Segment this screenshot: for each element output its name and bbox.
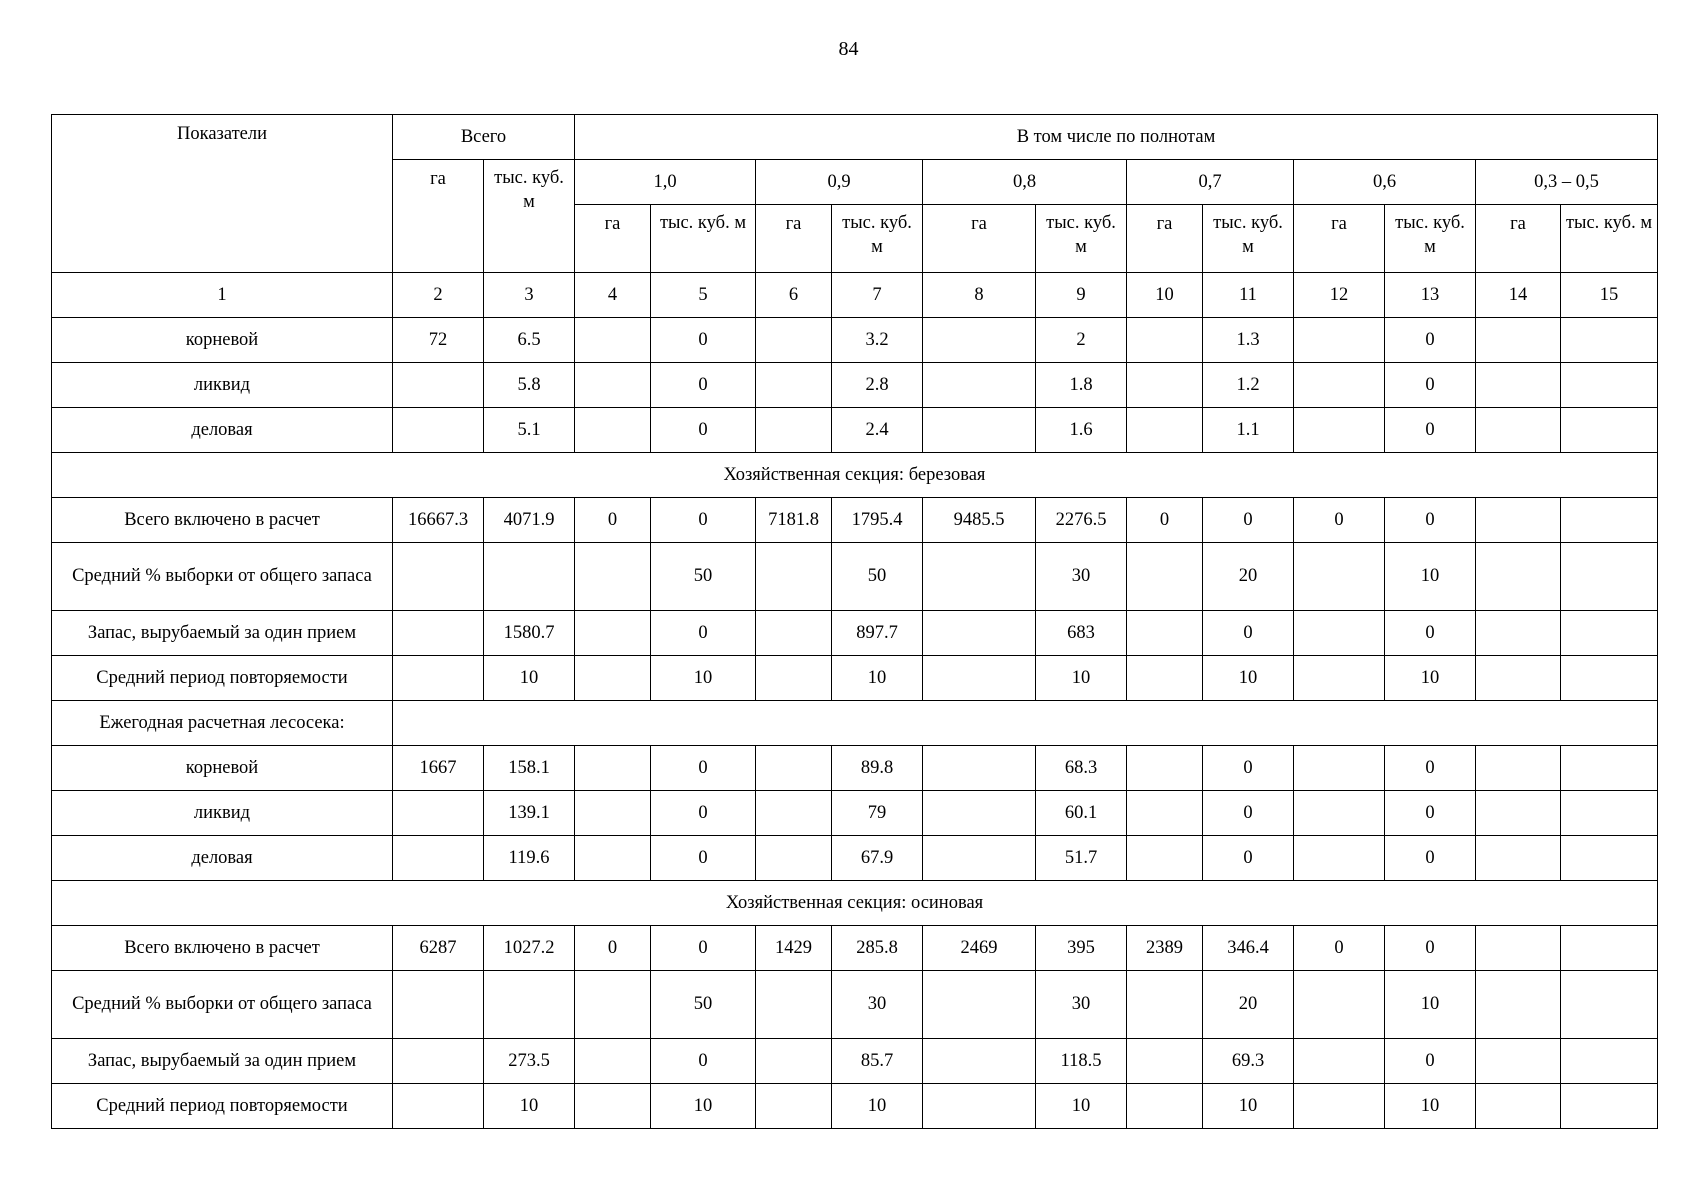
table-cell: [756, 791, 832, 836]
table-cell: 0: [1385, 408, 1476, 453]
table-cell: [1476, 498, 1561, 543]
table-cell: 0: [651, 926, 756, 971]
row-label: Всего включено в расчет: [52, 926, 393, 971]
table-cell: 79: [832, 791, 923, 836]
table-cell: 30: [1036, 971, 1127, 1039]
table-cell: [756, 408, 832, 453]
row-label: деловая: [52, 836, 393, 881]
table-cell: 9485.5: [923, 498, 1036, 543]
table-cell: 10: [1385, 1084, 1476, 1129]
row-label: Средний период повторяемости: [52, 1084, 393, 1129]
annual-cut-label-row: [52, 701, 1658, 746]
table-cell: 158.1: [484, 746, 575, 791]
table-cell: 0: [651, 318, 756, 363]
row-label: корневой: [52, 746, 393, 791]
row-label: корневой: [52, 318, 393, 363]
table-cell: 395: [1036, 926, 1127, 971]
table-cell: 0: [1385, 746, 1476, 791]
column-number: 13: [1385, 273, 1476, 318]
table-cell: [575, 971, 651, 1039]
table-cell: 0: [1385, 611, 1476, 656]
table-cell: 30: [1036, 543, 1127, 611]
table-cell: [756, 836, 832, 881]
table-cell: 10: [832, 1084, 923, 1129]
header-total: Всего: [393, 115, 575, 160]
section-title-row: [52, 881, 1658, 926]
table-cell: [575, 836, 651, 881]
table-cell: [575, 746, 651, 791]
table-cell: [1294, 363, 1385, 408]
table-cell: [1127, 543, 1203, 611]
table-cell: 60.1: [1036, 791, 1127, 836]
table-row: [52, 971, 1658, 1039]
table-row: [52, 318, 1658, 363]
table-cell: 50: [651, 543, 756, 611]
table-cell: [1127, 656, 1203, 701]
table-cell: 0: [1203, 791, 1294, 836]
table-row: [52, 746, 1658, 791]
table-cell: [1127, 611, 1203, 656]
header-density-1: 1,0: [575, 160, 756, 205]
table-cell: [393, 836, 484, 881]
table-cell: 50: [651, 971, 756, 1039]
table-cell: 683: [1036, 611, 1127, 656]
table-cell: 1429: [756, 926, 832, 971]
table-cell: [393, 611, 484, 656]
row-label: Средний % выборки от общего запаса: [52, 543, 393, 611]
table-cell: [575, 1084, 651, 1129]
table-cell: [1476, 611, 1561, 656]
table-cell: 2469: [923, 926, 1036, 971]
table-cell: [1561, 836, 1658, 881]
table-cell: [1561, 1039, 1658, 1084]
subheader-ha: га: [1294, 205, 1385, 273]
header-indicators: Показатели: [52, 115, 393, 273]
table-cell: [1127, 1039, 1203, 1084]
table-cell: [1294, 656, 1385, 701]
table-cell: 72: [393, 318, 484, 363]
table-cell: [1476, 408, 1561, 453]
table-cell: [393, 543, 484, 611]
table-cell: 0: [1294, 498, 1385, 543]
table-cell: 118.5: [1036, 1039, 1127, 1084]
table-cell: 2.4: [832, 408, 923, 453]
table-cell: 897.7: [832, 611, 923, 656]
subheader-ha: га: [1127, 205, 1203, 273]
table-cell: [575, 791, 651, 836]
table-cell: 10: [832, 656, 923, 701]
table-cell: [575, 656, 651, 701]
header-total-ha: га: [393, 160, 484, 273]
table-cell: [393, 1084, 484, 1129]
table-cell: 2: [1036, 318, 1127, 363]
table-cell: [1561, 926, 1658, 971]
table-cell: 89.8: [832, 746, 923, 791]
table-cell: 1027.2: [484, 926, 575, 971]
table-cell: 0: [1127, 498, 1203, 543]
column-number: 14: [1476, 273, 1561, 318]
table-cell: [923, 1084, 1036, 1129]
table-cell: 139.1: [484, 791, 575, 836]
table-cell: 0: [1203, 498, 1294, 543]
header-density-2: 0,9: [756, 160, 923, 205]
table-cell: [1294, 408, 1385, 453]
row-label: Запас, вырубаемый за один прием: [52, 611, 393, 656]
section-title-row: [52, 453, 1658, 498]
table-cell: 0: [651, 611, 756, 656]
table-row: [52, 1084, 1658, 1129]
table-cell: [1127, 1084, 1203, 1129]
row-label: ликвид: [52, 363, 393, 408]
table-cell: [1127, 836, 1203, 881]
table-cell: 1795.4: [832, 498, 923, 543]
subheader-ha: га: [756, 205, 832, 273]
table-cell: 51.7: [1036, 836, 1127, 881]
table-cell: 2389: [1127, 926, 1203, 971]
table-cell: [756, 1084, 832, 1129]
table-cell: [393, 971, 484, 1039]
table-cell: 6.5: [484, 318, 575, 363]
table-cell: [923, 408, 1036, 453]
annual-cut-label: Ежегодная расчетная лесосека:: [52, 701, 393, 746]
column-number: 12: [1294, 273, 1385, 318]
table-cell: 20: [1203, 543, 1294, 611]
table-cell: 0: [1385, 318, 1476, 363]
table-cell: [1294, 318, 1385, 363]
table-cell: [1294, 746, 1385, 791]
table-cell: [1476, 926, 1561, 971]
subheader-volume: тыс. куб. м: [651, 205, 756, 273]
table-cell: 0: [1385, 791, 1476, 836]
table-cell: [1476, 1084, 1561, 1129]
table-cell: 1.6: [1036, 408, 1127, 453]
header-density-3: 0,8: [923, 160, 1127, 205]
table-cell: 10: [1036, 1084, 1127, 1129]
table-cell: 85.7: [832, 1039, 923, 1084]
table-cell: [1294, 1039, 1385, 1084]
table-cell: [1561, 611, 1658, 656]
table-cell: 0: [651, 746, 756, 791]
table-cell: [1476, 543, 1561, 611]
table-cell: 10: [1036, 656, 1127, 701]
table-cell: [923, 318, 1036, 363]
table-cell: 3.2: [832, 318, 923, 363]
table-cell: [1127, 791, 1203, 836]
page-number: 84: [838, 38, 859, 60]
table-row: [52, 836, 1658, 881]
table-cell: [756, 656, 832, 701]
column-number: 6: [756, 273, 832, 318]
table-cell: 68.3: [1036, 746, 1127, 791]
column-number: 8: [923, 273, 1036, 318]
table-cell: 30: [832, 971, 923, 1039]
table-cell: [1476, 656, 1561, 701]
table-cell: 285.8: [832, 926, 923, 971]
table-cell: [1561, 408, 1658, 453]
table-cell: 10: [1385, 971, 1476, 1039]
table-cell: [484, 971, 575, 1039]
table-cell: [756, 363, 832, 408]
header-density-4: 0,7: [1127, 160, 1294, 205]
table-cell: [1476, 791, 1561, 836]
table-cell: [393, 656, 484, 701]
table-cell: 6287: [393, 926, 484, 971]
row-label: Запас, вырубаемый за один прием: [52, 1039, 393, 1084]
section-title: Хозяйственная секция: березовая: [52, 453, 1658, 498]
header-density-5: 0,6: [1294, 160, 1476, 205]
table-cell: [1561, 791, 1658, 836]
table-cell: [923, 611, 1036, 656]
table-cell: [393, 408, 484, 453]
column-number: 10: [1127, 273, 1203, 318]
table-cell: [1561, 971, 1658, 1039]
table-cell: 4071.9: [484, 498, 575, 543]
table-cell: 0: [1385, 1039, 1476, 1084]
table-cell: [1476, 836, 1561, 881]
table-cell: [923, 971, 1036, 1039]
column-number: 15: [1561, 273, 1658, 318]
table-cell: [484, 543, 575, 611]
table-cell: [575, 318, 651, 363]
table-cell: [1127, 408, 1203, 453]
table-cell: [575, 611, 651, 656]
table-cell: 10: [484, 1084, 575, 1129]
table-cell: 0: [1385, 363, 1476, 408]
table-row: [52, 408, 1658, 453]
table-cell: 16667.3: [393, 498, 484, 543]
table-cell: [1476, 1039, 1561, 1084]
column-number: 2: [393, 273, 484, 318]
header-by-density: В том числе по полнотам: [575, 115, 1658, 160]
subheader-volume: тыс. куб. м: [1036, 205, 1127, 273]
table-cell: 0: [1385, 498, 1476, 543]
table-cell: [1561, 1084, 1658, 1129]
table-cell: 0: [651, 836, 756, 881]
table-cell: 1.2: [1203, 363, 1294, 408]
subheader-volume: тыс. куб. м: [1561, 205, 1658, 273]
table-cell: [923, 656, 1036, 701]
table-cell: [756, 543, 832, 611]
table-cell: [756, 971, 832, 1039]
subheader-volume: тыс. куб. м: [1385, 205, 1476, 273]
table-cell: [1294, 836, 1385, 881]
table-cell: [1561, 363, 1658, 408]
table-cell: [1294, 543, 1385, 611]
table-cell: [1127, 318, 1203, 363]
column-number: 1: [52, 273, 393, 318]
column-number: 9: [1036, 273, 1127, 318]
table-cell: [923, 1039, 1036, 1084]
column-number: 7: [832, 273, 923, 318]
table-cell: 0: [575, 498, 651, 543]
table-cell: [1561, 656, 1658, 701]
table-cell: 10: [1203, 656, 1294, 701]
column-number: 3: [484, 273, 575, 318]
forestry-table: [51, 114, 1658, 1129]
table-cell: [393, 1039, 484, 1084]
subheader-ha: га: [575, 205, 651, 273]
table-cell: 0: [575, 926, 651, 971]
table-cell: [575, 408, 651, 453]
row-label: Всего включено в расчет: [52, 498, 393, 543]
subheader-ha: га: [1476, 205, 1561, 273]
table-row: [52, 791, 1658, 836]
table-cell: 0: [1294, 926, 1385, 971]
table-row: [52, 363, 1658, 408]
table-cell: [393, 791, 484, 836]
table-cell: [1294, 971, 1385, 1039]
table-cell: 10: [651, 1084, 756, 1129]
column-number: 11: [1203, 273, 1294, 318]
table-cell: 0: [1385, 836, 1476, 881]
table-cell: 0: [651, 498, 756, 543]
table-cell: [1127, 971, 1203, 1039]
table-cell: [1561, 543, 1658, 611]
table-cell: 0: [651, 408, 756, 453]
table-row: [52, 1039, 1658, 1084]
table-cell: [756, 611, 832, 656]
table-cell: 1.1: [1203, 408, 1294, 453]
table-cell: 119.6: [484, 836, 575, 881]
row-label: Средний период повторяемости: [52, 656, 393, 701]
table-cell: 2.8: [832, 363, 923, 408]
table-cell: 346.4: [1203, 926, 1294, 971]
table-cell: 0: [1203, 746, 1294, 791]
section-title: Хозяйственная секция: осиновая: [52, 881, 1658, 926]
table-cell: [1561, 318, 1658, 363]
table-cell: 0: [651, 363, 756, 408]
table-cell: 20: [1203, 971, 1294, 1039]
table-row: [52, 926, 1658, 971]
subheader-volume: тыс. куб. м: [1203, 205, 1294, 273]
subheader-volume: тыс. куб. м: [832, 205, 923, 273]
table-row: [52, 543, 1658, 611]
table-cell: [923, 836, 1036, 881]
table-row: [52, 611, 1658, 656]
table-cell: [1561, 746, 1658, 791]
table-cell: [1476, 971, 1561, 1039]
table-cell: [1561, 498, 1658, 543]
subheader-ha: га: [923, 205, 1036, 273]
table-cell: 2276.5: [1036, 498, 1127, 543]
table-cell: 1667: [393, 746, 484, 791]
table-cell: [1476, 318, 1561, 363]
row-label: ликвид: [52, 791, 393, 836]
header-total-volume: тыс. куб. м: [484, 160, 575, 273]
table-cell: [575, 1039, 651, 1084]
table-cell: 10: [651, 656, 756, 701]
table-cell: 10: [1385, 656, 1476, 701]
table-cell: [923, 746, 1036, 791]
table-cell: 69.3: [1203, 1039, 1294, 1084]
table-cell: 5.1: [484, 408, 575, 453]
table-cell: 1580.7: [484, 611, 575, 656]
column-number: 5: [651, 273, 756, 318]
table-cell: 1.3: [1203, 318, 1294, 363]
table-cell: 0: [651, 791, 756, 836]
table-cell: 0: [1203, 836, 1294, 881]
table-cell: [1127, 363, 1203, 408]
table-cell: [756, 318, 832, 363]
table-cell: [1294, 791, 1385, 836]
column-number-row: [52, 273, 1658, 318]
forestry-table-container: [51, 114, 1658, 1129]
table-cell: 10: [484, 656, 575, 701]
table-cell: [923, 543, 1036, 611]
row-label: деловая: [52, 408, 393, 453]
table-cell: [575, 543, 651, 611]
table-cell: 0: [651, 1039, 756, 1084]
table-cell: [1476, 746, 1561, 791]
table-cell: 10: [1385, 543, 1476, 611]
table-cell: [1294, 1084, 1385, 1129]
table-cell: 50: [832, 543, 923, 611]
table-cell: [1127, 746, 1203, 791]
table-cell: 273.5: [484, 1039, 575, 1084]
table-cell: [1476, 363, 1561, 408]
table-cell: [1294, 611, 1385, 656]
row-label: Средний % выборки от общего запаса: [52, 971, 393, 1039]
table-cell: [575, 363, 651, 408]
table-cell: 67.9: [832, 836, 923, 881]
table-cell: 0: [1203, 611, 1294, 656]
column-number: 4: [575, 273, 651, 318]
table-cell: 0: [1385, 926, 1476, 971]
table-row: [52, 498, 1658, 543]
table-cell: [756, 746, 832, 791]
table-row: [52, 656, 1658, 701]
table-cell: 1.8: [1036, 363, 1127, 408]
table-cell: [923, 363, 1036, 408]
table-cell: 10: [1203, 1084, 1294, 1129]
table-cell: [923, 791, 1036, 836]
table-cell: 5.8: [484, 363, 575, 408]
table-cell: 7181.8: [756, 498, 832, 543]
annual-cut-blank: [393, 701, 1658, 746]
table-cell: [393, 363, 484, 408]
header-density-6: 0,3 – 0,5: [1476, 160, 1658, 205]
table-cell: [756, 1039, 832, 1084]
